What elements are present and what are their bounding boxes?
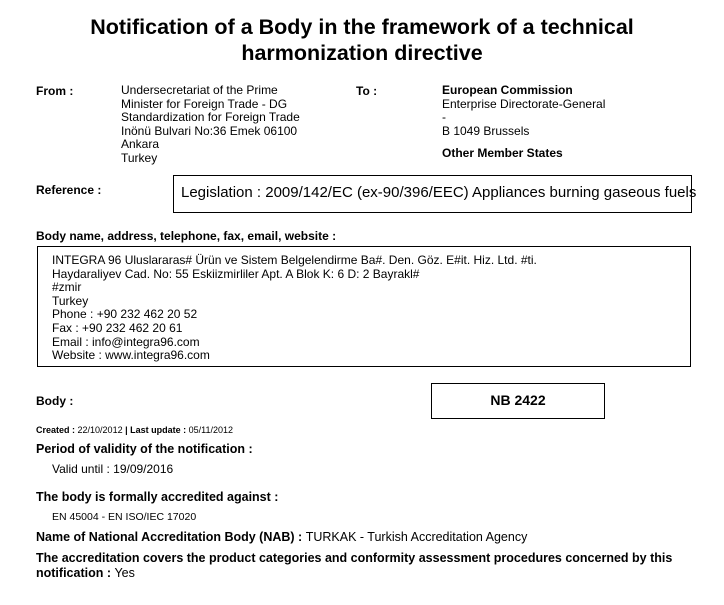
validity-value: Valid until : 19/09/2016 <box>52 462 174 476</box>
from-address <box>121 84 300 166</box>
body-label: Body : <box>36 394 74 408</box>
to-line: B 1049 Brussels <box>442 123 530 138</box>
last-update-date: 05/11/2012 <box>188 425 234 435</box>
validity-heading: Period of validity of the notification : <box>36 442 253 456</box>
coverage-label: notification : <box>36 566 111 580</box>
nb-number: NB 2422 <box>490 392 546 408</box>
from-label: From : <box>36 84 74 98</box>
dates-separator: | <box>125 425 128 435</box>
from-line: Inönü Bulvari No:36 Emek 06100 <box>121 123 298 138</box>
body-info-line: INTEGRA 96 Uluslararas# Ürün ve Sistem Belgelendirme Ba#. Den. Göz. E#it. Hiz. Ltd. #ti. <box>52 253 537 267</box>
page-title <box>0 14 724 66</box>
body-info-line: Haydaraliyev Cad. No: 55 Eskiizmirliler Apt. A Blok K: 6 D: 2 Bayrakl# <box>52 266 420 281</box>
coverage-line-1: The accreditation covers the product categories and conformity assessment procedures concerned by this <box>36 551 673 565</box>
coverage-line-2 <box>36 566 135 580</box>
from-line: Turkey <box>121 150 158 165</box>
body-info-heading: Body name, address, telephone, fax, email, website : <box>36 229 337 243</box>
created-label: Created : <box>36 425 76 435</box>
accreditation-standard: EN 45004 - EN ISO/IEC 17020 <box>52 511 197 523</box>
body-info-line: Fax : +90 232 462 20 61 <box>52 320 183 335</box>
to-line: - <box>442 110 446 125</box>
body-info-line: Turkey <box>52 293 89 308</box>
dates-line <box>36 425 233 435</box>
to-line: Enterprise Directorate-General <box>442 96 606 111</box>
to-address <box>442 84 605 138</box>
accreditation-heading: The body is formally accredited against : <box>36 490 279 504</box>
last-update-label: Last update : <box>130 425 187 435</box>
from-line: Standardization for Foreign Trade <box>121 110 300 125</box>
reference-box <box>173 175 697 213</box>
nab-line <box>36 530 527 544</box>
created-date: 22/10/2012 <box>77 425 123 435</box>
nb-number-box <box>431 383 605 419</box>
from-line: Ankara <box>121 137 160 152</box>
body-info-box <box>37 246 691 367</box>
nab-value: TURKAK - Turkish Accreditation Agency <box>305 530 528 544</box>
to-label: To : <box>356 84 378 98</box>
body-info-line: #zmir <box>52 280 82 295</box>
from-line: Minister for Foreign Trade - DG <box>121 96 288 111</box>
title-line-1: Notification of a Body in the framework of a technical <box>90 15 634 39</box>
other-member-states: Other Member States <box>442 146 563 160</box>
to-org: European Commission <box>442 83 573 97</box>
body-info-line: Website : www.integra96.com <box>52 348 210 363</box>
from-line: Undersecretariat of the Prime <box>121 83 278 97</box>
body-info-line: Phone : +90 232 462 20 52 <box>52 307 198 322</box>
body-info-line: Email : info@integra96.com <box>52 334 200 349</box>
reference-value: Legislation : 2009/142/EC (ex-90/396/EEC) Appliances burning gaseous fuels <box>181 184 697 201</box>
nab-label: Name of National Accreditation Body (NAB) : <box>36 530 303 544</box>
coverage-value: Yes <box>114 566 135 580</box>
title-line-2: harmonization directive <box>241 41 483 65</box>
reference-label: Reference : <box>36 183 102 197</box>
